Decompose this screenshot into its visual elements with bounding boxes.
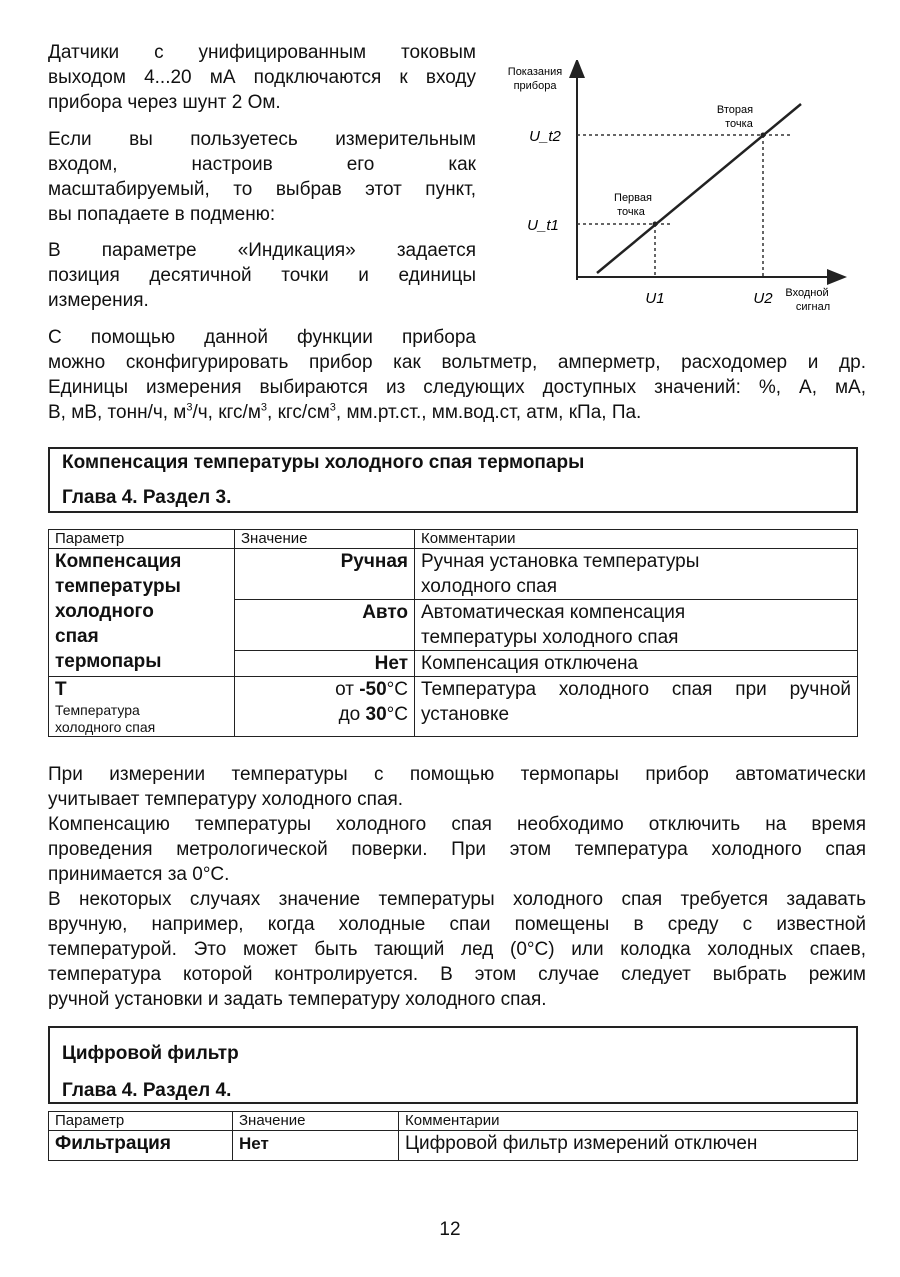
value-cell: Авто: [235, 600, 415, 651]
superscript: 3: [260, 401, 268, 414]
intro-paragraph-4: [48, 325, 866, 425]
value-cell: [235, 677, 415, 737]
comment-cell: Компенсация отключена: [415, 651, 858, 677]
comment-line: Ручная установка температуры: [421, 551, 700, 572]
text-line: позиция десятичной точки и единицы: [48, 265, 476, 286]
page-number: 12: [439, 1219, 461, 1240]
superscript: 3: [329, 401, 336, 414]
table-header-cell: Значение: [235, 530, 415, 549]
x-axis-label-line: Входной: [785, 287, 829, 299]
parameter-name-line: холодного: [55, 601, 154, 622]
text-line: вы попадаете в подменю:: [48, 204, 276, 225]
units-text: , кгс/см: [267, 402, 330, 423]
text-line: температура которой контролируется. В этом случае следует выбрать режим: [48, 964, 866, 985]
x-tick-u1: U1: [645, 290, 665, 307]
point-1: [653, 222, 658, 227]
range-to: [241, 702, 408, 727]
point-2: [761, 133, 766, 138]
comment-cell: Цифровой фильтр измерений отключен: [399, 1131, 858, 1161]
text-line: учитывает температуру холодного спая.: [48, 789, 404, 810]
range-unit: °C: [386, 704, 408, 725]
table-header-cell: Параметр: [49, 530, 235, 549]
parameter-name-cell: [49, 677, 235, 737]
range-prefix: до: [338, 704, 366, 725]
comment-line: установке: [421, 704, 510, 725]
y-tick-u-t2: U_t2: [529, 128, 561, 145]
point-2-label-line: точка: [725, 118, 753, 130]
parameter-description-line: Температура: [55, 702, 140, 718]
text-line: В некоторых случаях значение температуры холодного спая требуется задавать: [48, 889, 866, 910]
x-axis-label-line: сигнал: [795, 301, 831, 313]
text-line: Датчики с унифицированным токовым: [48, 42, 476, 63]
y-axis-label-line: прибора: [513, 80, 557, 92]
text-line: можно сконфигурировать прибор как вольтметр, амперметр, расходомер и др.: [48, 352, 866, 373]
x-tick-u2: U2: [753, 290, 773, 307]
section-title: Компенсация температуры холодного спая термопары: [62, 452, 585, 473]
scaling-line: [597, 104, 801, 273]
text-line: При измерении температуры с помощью термопары прибор автоматически: [48, 764, 866, 785]
range-from: [241, 677, 408, 702]
body-text: [48, 762, 866, 1012]
point-1-label-line: Первая: [614, 192, 652, 204]
point-1-label-line: точка: [617, 206, 645, 218]
table-header-cell: Значение: [233, 1112, 399, 1131]
range-to-value: 30: [365, 704, 387, 725]
point-2-label-line: Вторая: [716, 104, 754, 116]
section-heading-box: [48, 447, 858, 513]
table-header-row: [49, 1112, 858, 1131]
text-line: вручную, например, когда холодные спаи помещены в среду с известной: [48, 914, 866, 935]
text-line: принимается за 0°C.: [48, 864, 230, 885]
comment-line: Температура холодного спая при ручной: [421, 679, 851, 700]
intro-paragraph-2: [48, 127, 476, 227]
range-unit: °C: [386, 679, 408, 700]
value-cell: Нет: [233, 1131, 399, 1161]
range-from-value: -50: [359, 679, 387, 700]
text-line: температурой. Это может быть тающий лед (0°C) или колодка холодных спаев,: [48, 939, 866, 960]
table-row: [49, 549, 858, 600]
units-text: В, мВ, тонн/ч, м: [48, 402, 187, 423]
section-chapter: Глава 4. Раздел 4.: [62, 1080, 232, 1101]
parameter-table: [48, 529, 858, 737]
section-heading-box: [48, 1026, 858, 1104]
y-axis-label-line: Показания: [507, 66, 563, 78]
range-prefix: от: [335, 679, 360, 700]
text-line: Если вы пользуетесь измерительным: [48, 129, 476, 150]
text-line: С помощью данной функции прибора: [48, 327, 476, 348]
comment-line: Автоматическая компенсация: [421, 602, 686, 623]
y-tick-u-t1: U_t1: [527, 217, 559, 234]
text-line: ручной установки и задать температуру холодного спая.: [48, 989, 547, 1010]
parameter-name-cell: Фильтрация: [49, 1131, 233, 1161]
units-line: [48, 400, 866, 425]
text-line: проведения метрологической поверки. При этом температура холодного спая: [48, 839, 866, 860]
comment-cell: [415, 549, 858, 600]
superscript: 3: [186, 401, 193, 414]
scaling-graph: [495, 60, 855, 325]
parameter-symbol: T: [55, 679, 67, 700]
parameter-description-line: холодного спая: [55, 719, 156, 735]
intro-paragraph-3: [48, 238, 476, 313]
section-title: Цифровой фильтр: [62, 1043, 239, 1064]
parameter-name-line: термопары: [55, 651, 162, 672]
text-line: выходом 4...20 мА подключаются к входу: [48, 67, 476, 88]
parameter-table: [48, 1111, 858, 1161]
comment-line: холодного спая: [421, 576, 558, 597]
value-cell: Ручная: [235, 549, 415, 600]
parameter-name-cell: [49, 549, 235, 677]
units-text: , мм.рт.ст., мм.вод.ст, атм, кПа, Па.: [335, 402, 642, 423]
section-chapter: Глава 4. Раздел 3.: [62, 487, 232, 508]
text-line: измерения.: [48, 290, 149, 311]
table-row: [49, 677, 858, 737]
intro-paragraph-1: [48, 40, 476, 115]
table-header-row: [49, 530, 858, 549]
table-header-cell: Параметр: [49, 1112, 233, 1131]
text-line: масштабируемый, то выбрав этот пункт,: [48, 179, 476, 200]
text-line: В параметре «Индикация» задается: [48, 240, 476, 261]
text-line: Компенсацию температуры холодного спая необходимо отключить на время: [48, 814, 866, 835]
text-line: Единицы измерения выбираются из следующих доступных значений: %, А, мА,: [48, 377, 866, 398]
text-line: входом, настроив его как: [48, 154, 476, 175]
units-text: /ч, кгс/м: [192, 402, 261, 423]
comment-cell: [415, 600, 858, 651]
table-header-cell: Комментарии: [415, 530, 858, 549]
table-row: [49, 1131, 858, 1161]
table-header-cell: Комментарии: [399, 1112, 858, 1131]
value-cell: Нет: [235, 651, 415, 677]
parameter-name-line: Компенсация: [55, 551, 182, 572]
comment-cell: [415, 677, 858, 737]
comment-line: температуры холодного спая: [421, 627, 679, 648]
parameter-name-line: температуры: [55, 576, 181, 597]
parameter-name-line: спая: [55, 626, 99, 647]
text-line: прибора через шунт 2 Ом.: [48, 92, 281, 113]
